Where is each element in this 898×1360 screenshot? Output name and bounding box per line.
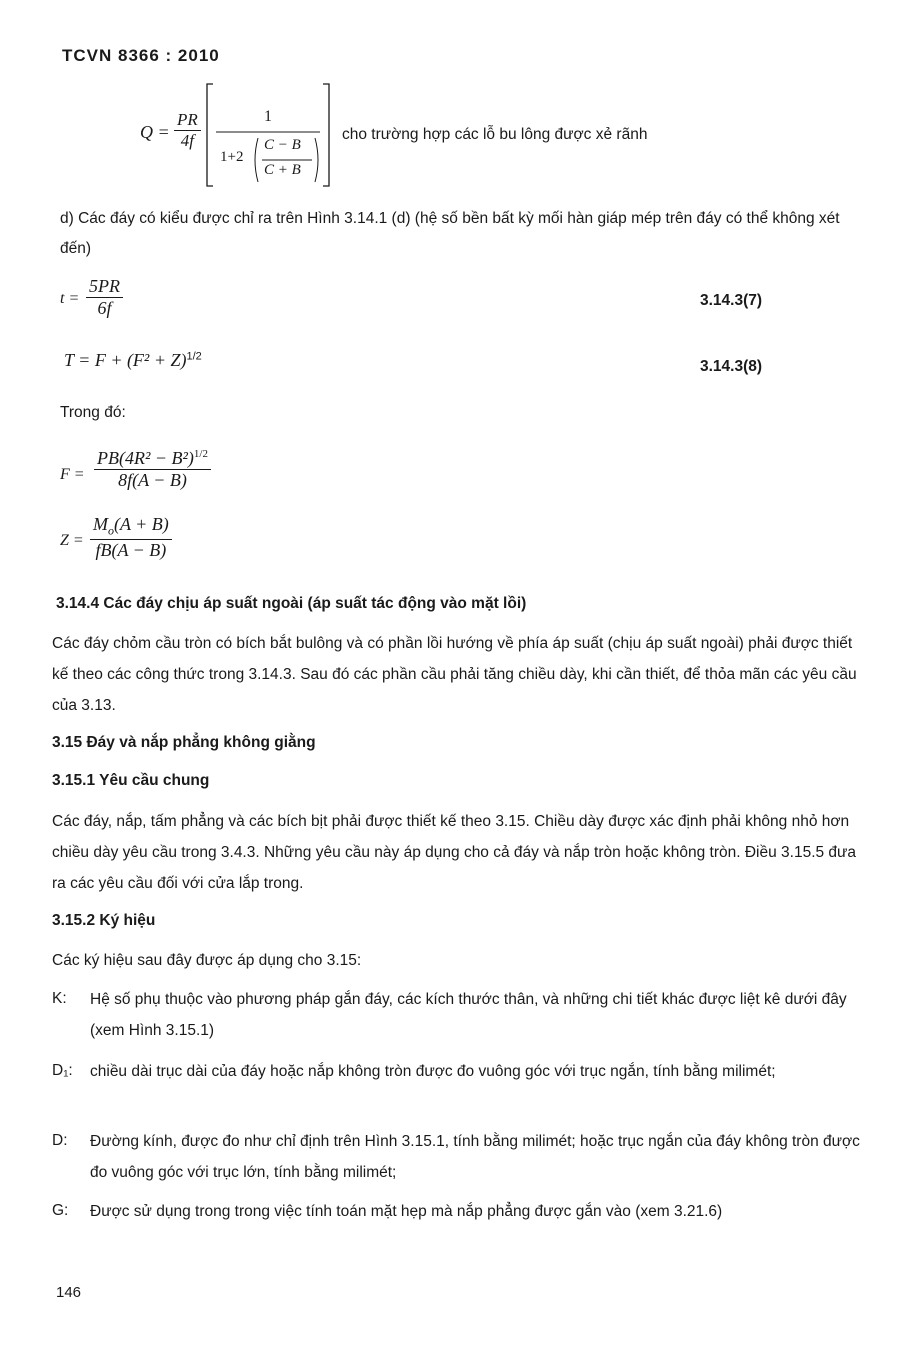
heading-3-15-1: 3.15.1 Yêu cầu chung <box>52 772 210 789</box>
formula-q-inner-frac-num: C − B <box>264 137 301 153</box>
eq7-numerator: 5PR <box>86 276 123 298</box>
equation-f <box>60 448 300 508</box>
formula-q <box>140 82 700 190</box>
equation-number-8: 3.14.3(8) <box>700 358 763 375</box>
def-text-d: Đường kính, được đo như chỉ định trên Hình 3.15.1, tính bằng milimét; hoặc trục ngắn của đáy không tròn được đo vuông góc với trục lớn, tính bằng milimét; <box>90 1133 860 1181</box>
eq7-fraction <box>86 276 123 319</box>
formula-q-inner-prefix: 1+2 <box>220 149 244 165</box>
eq8-body: (F² + Z) <box>126 350 187 370</box>
def-text-k: Hệ số phụ thuộc vào phương pháp gắn đáy, các kích thước thân, và những chi tiết khác được liệt kê dưới đây (xem Hình 3.15.1) <box>90 991 847 1039</box>
eq-f-numerator: PB(4R² − B²) <box>97 448 194 468</box>
def-text-g: Được sử dụng trong trong việc tính toán mặt hẹp mà nắp phẳng được gắn vào (xem 3.21.6) <box>90 1203 723 1220</box>
eq-f-lhs: F = <box>60 466 85 483</box>
heading-3-15: 3.15 Đáy và nắp phẳng không giằng <box>52 734 316 751</box>
eq-f-exponent: 1/2 <box>193 448 208 460</box>
paragraph-d: d) Các đáy có kiểu được chỉ ra trên Hình 3.14.1 (d) (hệ số bền bất kỳ mối hàn giáp mép trên đáy có thể không xét đến) <box>60 210 840 257</box>
paragraph-3-14-4: Các đáy chỏm cầu tròn có bích bắt bulông và có phần lồi hướng về phía áp suất (chịu áp suất ngoài) phải được thiết kế theo các công thức trong 3.14.3. Sau đó các phần cầu phải tăng chiều dày, khi cần thiết, để thỏa mãn các yêu cầu của 3.13. <box>52 635 857 714</box>
eq-z-numerator-m: M <box>93 514 108 534</box>
standard-header: TCVN 8366 : 2010 <box>62 46 220 65</box>
heading-3-15-2: 3.15.2 Ký hiệu <box>52 912 156 929</box>
equation-z <box>60 514 260 574</box>
formula-q-denominator: 4f <box>180 131 194 150</box>
paragraph-3-15-1: Các đáy, nắp, tấm phẳng và các bích bịt phải được thiết kế theo 3.15. Chiều dày được xác định phải không nhỏ hơn chiều dày yêu cầu trong 3.4.3. Những yêu cầu này áp dụng cho cả đáy và nắp tròn hoặc không tròn. Điều 3.15.5 đưa ra các yêu cầu đối với cửa lắp trong. <box>52 813 857 892</box>
def-key-d: D: <box>52 1132 68 1149</box>
def-key-k: K: <box>52 990 67 1007</box>
equation-number-7: 3.14.3(7) <box>700 292 763 309</box>
paragraph-3-15-2: Các ký hiệu sau đây được áp dụng cho 3.15: <box>52 952 362 969</box>
equation-3-14-3-8 <box>64 350 284 384</box>
eq-f-denominator: 8f(A − B) <box>118 470 187 490</box>
heading-3-14-4: 3.14.4 Các đáy chịu áp suất ngoài (áp suất tác động vào mặt lồi) <box>56 595 527 612</box>
eq-z-numerator-wrap <box>90 514 172 540</box>
def-key-g: G: <box>52 1202 69 1219</box>
equation-3-14-3-7 <box>60 276 230 332</box>
eq8-exponent: 1/2 <box>186 350 202 363</box>
eq7-lhs: t = <box>60 290 80 307</box>
formula-q-inner-frac-den: C + B <box>264 162 301 178</box>
formula-q-inner-numerator: 1 <box>264 108 272 125</box>
eq-f-fraction <box>94 448 211 491</box>
def-text-d1: chiều dài trục dài của đáy hoặc nắp không tròn được đo vuông góc với trục ngắn, tính bằng milimét; <box>90 1063 776 1080</box>
eq-z-denominator: fB(A − B) <box>95 539 167 560</box>
eq-z-lhs: Z = <box>60 532 84 549</box>
eq-z-numerator-rest: (A + B) <box>114 514 169 534</box>
eq7-denominator: 6f <box>97 298 112 318</box>
formula-q-numerator: PR <box>174 110 201 131</box>
eq-z-fraction <box>90 514 172 561</box>
eq8-lhs: T = F + <box>64 350 123 370</box>
formula-q-note: cho trường hợp các lỗ bu lông được xẻ rãnh <box>342 126 648 143</box>
def-key-d1: D₁: <box>52 1062 73 1079</box>
formula-q-fraction <box>174 110 201 151</box>
formula-q-lhs: Q = <box>140 122 170 142</box>
eq-z-numerator-sub: o <box>108 523 114 538</box>
trong-do-label: Trong đó: <box>60 404 126 421</box>
eq-f-numerator-wrap <box>94 448 211 470</box>
page-number: 146 <box>56 1284 82 1301</box>
